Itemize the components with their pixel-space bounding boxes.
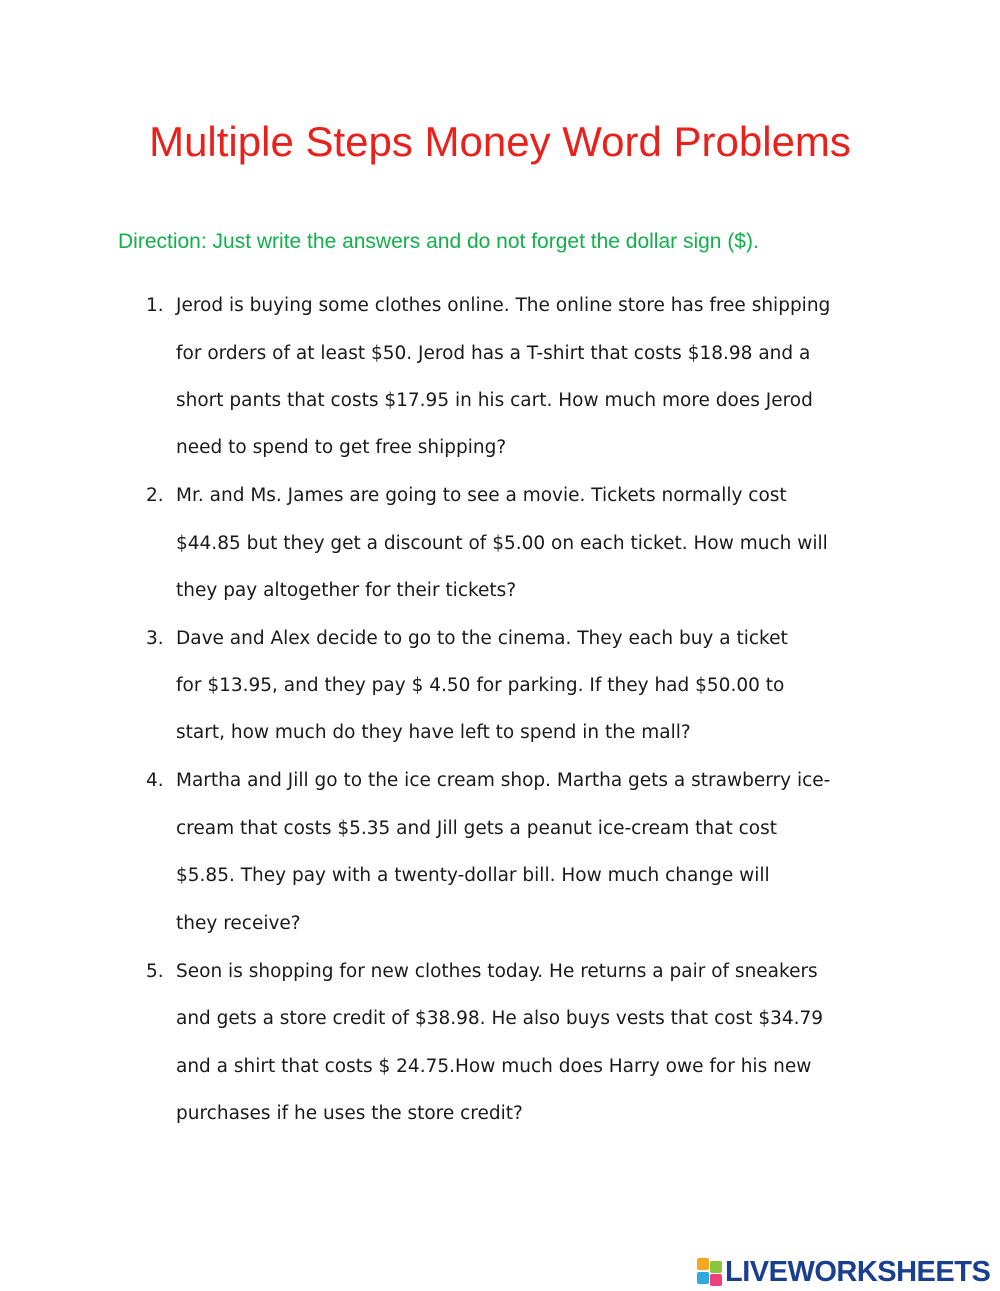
problem-line: cream that costs $5.35 and Jill gets a peanut ice-cream that cost xyxy=(176,818,777,839)
problem-line: short pants that costs $17.95 in his cart. How much more does Jerod xyxy=(176,390,813,411)
problem-line: Jerod is buying some clothes online. The online store has free shipping xyxy=(176,295,831,316)
problem-number: 3. xyxy=(146,628,164,649)
problem-line: for $13.95, and they pay $ 4.50 for parking. If they had $50.00 to xyxy=(176,675,785,696)
problem-line: start, how much do they have left to spend in the mall? xyxy=(176,722,691,743)
problem-number: 5. xyxy=(146,961,164,982)
problem-line: $44.85 but they get a discount of $5.00 on each ticket. How much will xyxy=(176,533,828,554)
problem-number: 2. xyxy=(146,485,164,506)
problem-line: need to spend to get free shipping? xyxy=(176,437,507,458)
problem-line: Dave and Alex decide to go to the cinema. They each buy a ticket xyxy=(176,628,788,649)
liveworksheets-brand xyxy=(697,1257,990,1287)
problem-line: they receive? xyxy=(176,913,301,934)
problem-line: $5.85. They pay with a twenty-dollar bill. How much change will xyxy=(176,865,770,886)
liveworksheets-logo-icon xyxy=(697,1258,723,1286)
problem-line: they pay altogether for their tickets? xyxy=(176,580,517,601)
problem-line: purchases if he uses the store credit? xyxy=(176,1103,523,1124)
problem-number: 1. xyxy=(146,295,164,316)
page-title: Multiple Steps Money Word Problems xyxy=(149,118,851,165)
problem-line: and gets a store credit of $38.98. He also buys vests that cost $34.79 xyxy=(176,1008,824,1029)
brand-name: LIVEWORKSHEETS xyxy=(725,1256,991,1288)
problem-line: and a shirt that costs $ 24.75.How much does Harry owe for his new xyxy=(176,1056,812,1077)
problem-line: for orders of at least $50. Jerod has a T-shirt that costs $18.98 and a xyxy=(176,343,811,364)
problem-line: Martha and Jill go to the ice cream shop. Martha gets a strawberry ice- xyxy=(176,770,831,791)
problem-line: Seon is shopping for new clothes today. He returns a pair of sneakers xyxy=(176,961,818,982)
problem-number: 4. xyxy=(146,770,164,791)
direction-text: Direction: Just write the answers and do not forget the dollar sign ($). xyxy=(118,230,759,253)
problem-line: Mr. and Ms. James are going to see a movie. Tickets normally cost xyxy=(176,485,787,506)
